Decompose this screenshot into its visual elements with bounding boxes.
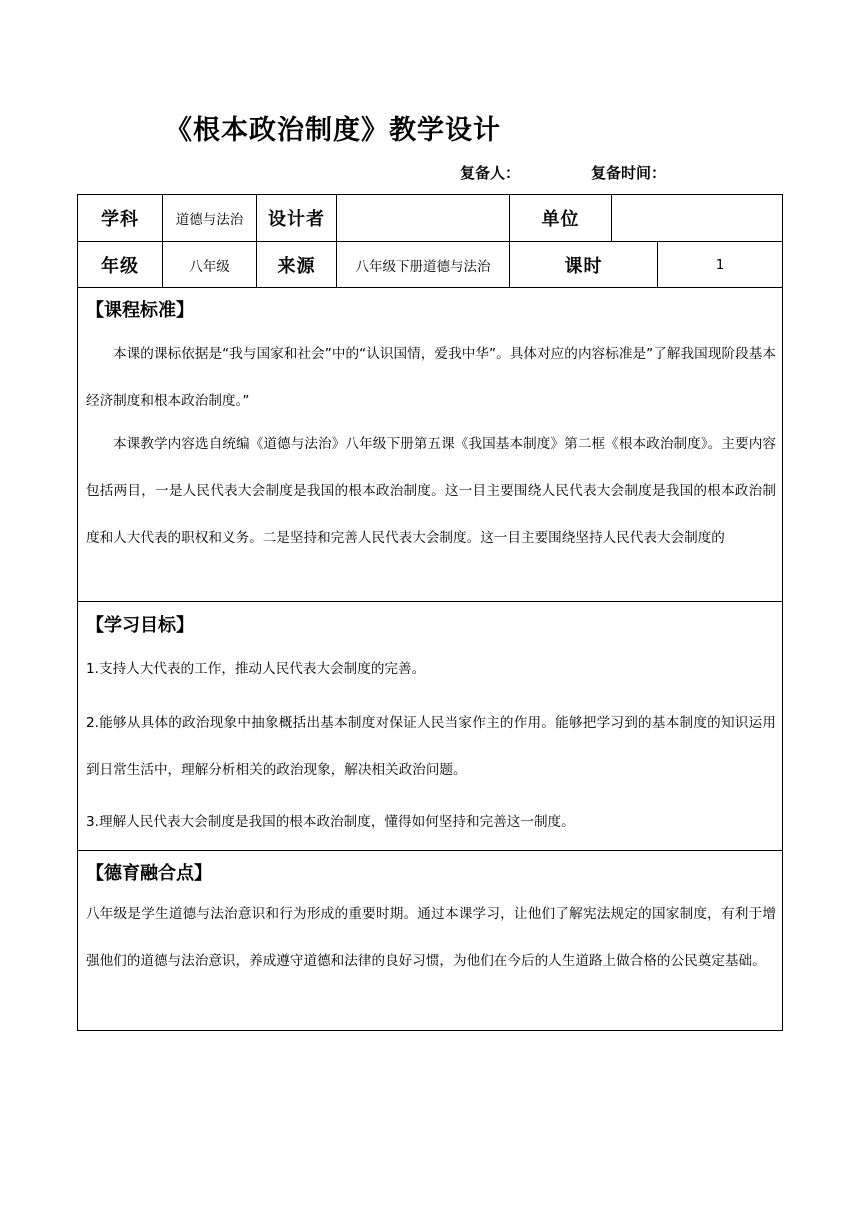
- grade-label: 年级: [78, 242, 163, 288]
- moral-integration-section: [78, 851, 782, 1030]
- moral-integration-heading: 【德育融合点】: [86, 863, 212, 884]
- learning-objectives-heading: 【学习目标】: [86, 615, 194, 636]
- learning-objectives-section: [78, 602, 782, 851]
- lesson-design-table: [77, 194, 783, 1031]
- document-title: 《根本政治制度》教学设计: [165, 115, 501, 146]
- unit-label: 单位: [510, 195, 612, 242]
- grade-value: 八年级: [163, 242, 257, 288]
- curriculum-standard-paragraph-1: 本课的课标依据是“我与国家和社会”中的“认识国情，爱我中华”。具体对应的内容标准是”了解我国现阶段基本经济制度和根本政治制度。”: [86, 346, 776, 409]
- curriculum-standard-heading: 【课程标准】: [86, 300, 194, 321]
- designer-label: 设计者: [257, 195, 337, 242]
- period-value: 1: [658, 242, 782, 288]
- subject-label: 学科: [78, 195, 163, 242]
- designer-value: [337, 195, 510, 242]
- learning-objective-item: 3.理解人民代表大会制度是我国的根本政治制度，懂得如何坚持和完善这一制度。: [86, 814, 575, 830]
- period-label: 课时: [510, 242, 658, 288]
- learning-objective-item: 1.支持人大代表的工作，推动人民代表大会制度的完善。: [86, 661, 426, 677]
- curriculum-standard-section: [78, 288, 782, 602]
- source-value: 八年级下册道德与法治: [337, 242, 510, 288]
- unit-value: [612, 195, 782, 242]
- moral-integration-paragraph: 八年级是学生道德与法治意识和行为形成的重要时期。通过本课学习，让他们了解宪法规定的国家制度，有利于增强他们的道德与法治意识，养成遵守道德和法律的良好习惯，为他们在今后的人生道路上做合格的公民奠定基础。: [86, 906, 776, 969]
- preparer-label: 复备人：: [460, 164, 521, 182]
- prep-time-label: 复备时间：: [591, 164, 667, 182]
- learning-objective-item: 2.能够从具体的政治现象中抽象概括出基本制度对保证人民当家作主的作用。能够把学习到的基本制度的知识运用到日常生活中，理解分析相关的政治现象，解决相关政治问题。: [86, 715, 776, 778]
- subject-value: 道德与法治: [163, 195, 257, 242]
- source-label: 来源: [257, 242, 337, 288]
- curriculum-standard-paragraph-2: 本课教学内容选自统编《道德与法治》八年级下册第五课《我国基本制度》第二框《根本政治制度》。主要内容包括两目，一是人民代表大会制度是我国的根本政治制度。这一目主要围绕人民代表大会制度是我国的根本政治制度和人大代表的职权和义务。二是坚持和完善人民代表大会制度。这一目主要围绕坚持人民代表大会制度的: [86, 436, 776, 546]
